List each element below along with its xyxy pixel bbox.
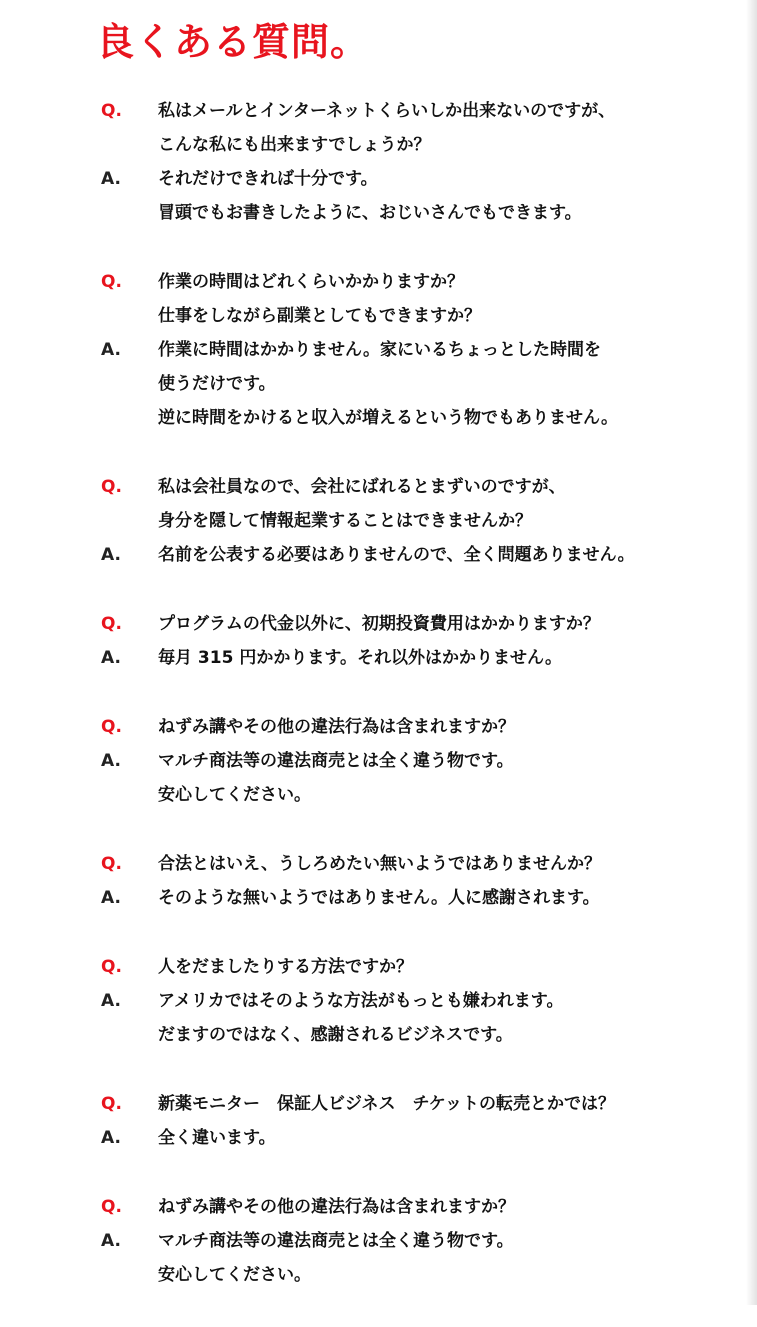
faq-item: [0, 1087, 745, 1155]
question-line: こんな私にも出来ますでしょうか？: [158, 135, 431, 155]
question-row: [0, 607, 745, 641]
answer-marker: A.: [101, 1128, 121, 1148]
answer-text: [158, 1121, 745, 1155]
question-line: 人をだましたりする方法ですか？: [158, 957, 413, 977]
answer-marker: A.: [101, 169, 121, 189]
answer-line: マルチ商法等の違法商売とは全く違う物です。: [158, 1231, 514, 1251]
question-text: [158, 607, 745, 641]
answer-marker: A.: [101, 991, 121, 1011]
answer-line: そのような無いようではありません。人に感謝されます。: [158, 888, 600, 908]
question-line: ねずみ講やその他の違法行為は含まれますか？: [158, 717, 515, 737]
question-text: [158, 265, 745, 333]
answer-line: 逆に時間をかけると収入が増えるという物でもありません。: [158, 408, 619, 428]
answer-line: アメリカではそのような方法がもっとも嫌われます。: [158, 991, 564, 1011]
question-row: [0, 265, 745, 333]
answer-row: [0, 333, 745, 435]
question-row: [0, 1087, 745, 1121]
answer-text: [158, 641, 745, 675]
faq-item: [0, 950, 745, 1052]
question-row: [0, 1190, 745, 1224]
answer-marker: A.: [101, 340, 121, 360]
answer-row: [0, 1224, 745, 1292]
question-text: [158, 847, 745, 881]
question-marker: Q.: [101, 272, 122, 292]
question-text: [158, 1087, 745, 1121]
question-text: [158, 94, 745, 162]
question-row: [0, 847, 745, 881]
answer-marker: A.: [101, 751, 121, 771]
question-row: [0, 950, 745, 984]
question-line: 作業の時間はどれくらいかかりますか？: [158, 272, 464, 292]
faq-item: [0, 94, 745, 230]
question-text: [158, 1190, 745, 1224]
answer-text: [158, 1224, 745, 1292]
answer-line: だますのではなく、感謝されるビジネスです。: [158, 1025, 513, 1045]
answer-line: 安心してください。: [158, 785, 311, 805]
answer-marker: A.: [101, 545, 121, 565]
question-row: [0, 710, 745, 744]
question-marker: Q.: [101, 1094, 122, 1114]
answer-line: 安心してください。: [158, 1265, 311, 1285]
answer-marker: A.: [101, 648, 121, 668]
question-line: 新薬モニター 保証人ビジネス チケットの転売とかでは？: [158, 1094, 615, 1114]
question-row: [0, 470, 745, 538]
question-text: [158, 470, 745, 538]
faq-item: [0, 847, 745, 915]
question-line: 仕事をしながら副業としてもできますか？: [158, 306, 481, 326]
question-line: 身分を隠して情報起業することはできませんか？: [158, 511, 532, 531]
question-line: ねずみ講やその他の違法行為は含まれますか？: [158, 1197, 515, 1217]
answer-row: [0, 984, 745, 1052]
question-marker: Q.: [101, 717, 122, 737]
answer-row: [0, 1121, 745, 1155]
answer-text: [158, 881, 745, 915]
answer-marker: A.: [101, 1231, 121, 1251]
faq-item: [0, 470, 745, 572]
answer-marker: A.: [101, 888, 121, 908]
answer-text: [158, 538, 745, 572]
question-marker: Q.: [101, 1197, 122, 1217]
faq-item: [0, 607, 745, 675]
answer-row: [0, 641, 745, 675]
answer-row: [0, 162, 745, 230]
question-line: 私はメールとインターネットくらいしか出来ないのですが、: [158, 101, 616, 121]
answer-line: 作業に時間はかかりません。家にいるちょっとした時間を: [158, 340, 602, 360]
answer-line: 名前を公表する必要はありませんので、全く問題ありません。: [158, 545, 635, 565]
faq-item: [0, 265, 745, 435]
answer-text: [158, 162, 745, 230]
question-marker: Q.: [101, 957, 122, 977]
question-marker: Q.: [101, 854, 122, 874]
question-row: [0, 94, 745, 162]
page-title: 良くある質問。: [96, 20, 370, 64]
question-marker: Q.: [101, 477, 122, 497]
question-line: 私は会社員なので、会社にばれるとまずいのですが、: [158, 477, 566, 497]
faq-item: [0, 710, 745, 812]
answer-text: [158, 984, 745, 1052]
page-edge-shadow: [746, 0, 757, 1305]
answer-line: マルチ商法等の違法商売とは全く違う物です。: [158, 751, 514, 771]
question-line: 合法とはいえ、うしろめたい無いようではありませんか？: [158, 854, 602, 874]
question-text: [158, 950, 745, 984]
answer-line: 全く違います。: [158, 1128, 276, 1148]
faq-item: [0, 1190, 745, 1292]
question-marker: Q.: [101, 614, 122, 634]
answer-row: [0, 538, 745, 572]
question-line: プログラムの代金以外に、初期投資費用はかかりますか？: [158, 614, 600, 634]
question-text: [158, 710, 745, 744]
answer-row: [0, 881, 745, 915]
question-marker: Q.: [101, 101, 122, 121]
answer-text: [158, 744, 745, 812]
answer-text: [158, 333, 745, 435]
answer-line: 冒頭でもお書きしたように、おじいさんでもできます。: [158, 203, 582, 223]
answer-line: 毎月 315 円かかります。それ以外はかかりません。: [158, 648, 562, 668]
answer-row: [0, 744, 745, 812]
answer-line: 使うだけです。: [158, 374, 276, 394]
answer-line: それだけできれば十分です。: [158, 169, 378, 189]
faq-list: [0, 94, 745, 1327]
